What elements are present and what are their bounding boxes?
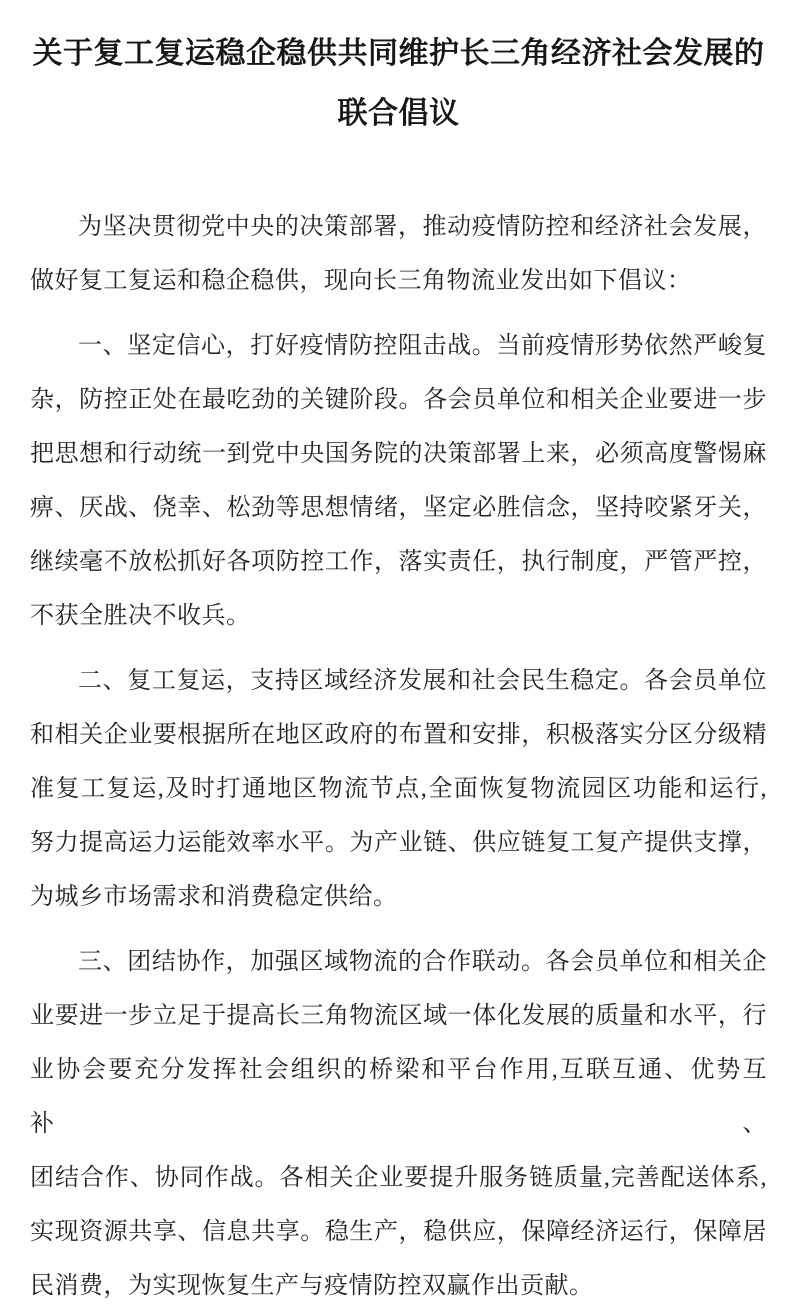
text-line: 业协会要充分发挥社会组织的桥梁和平台作用,互联互通、优势互补、 — [30, 1057, 767, 1137]
text-line: 把思想和行动统一到党中央国务院的决策部署上来，必须高度警惕麻 — [30, 441, 767, 467]
text-line: 准复工复运,及时打通地区物流节点,全面恢复物流园区功能和运行, — [30, 776, 767, 802]
text-line: 和相关企业要根据所在地区政府的布置和安排，积极落实分区分级精 — [30, 722, 767, 748]
text-line: 实现资源共享、信息共享。稳生产，稳供应，保障经济运行，保障居 — [30, 1219, 767, 1245]
document-body — [30, 200, 767, 1313]
text-line: 业要进一步立足于提高长三角物流区域一体化发展的质量和水平，行 — [30, 1003, 767, 1029]
document-title-line-2: 联合倡议 — [337, 97, 460, 130]
text-line: 努力提高运力运能效率水平。为产业链、供应链复工复产提供支撑， — [30, 830, 767, 856]
text-line: 为城乡市场需求和消费稳定供给。 — [30, 884, 398, 910]
text-line: 民消费，为实现恢复生产与疫情防控双赢作出贡献。 — [30, 1273, 594, 1299]
text-line: 痹、厌战、侥幸、松劲等思想情绪，坚定必胜信念，坚持咬紧牙关， — [30, 495, 767, 521]
document-title — [30, 24, 767, 144]
paragraph — [30, 200, 767, 308]
document-title-line-1: 关于复工复运稳企稳供共同维护长三角经济社会发展的 — [32, 37, 765, 70]
text-line: 一、坚定信心，打好疫情防控阻击战。当前疫情形势依然严峻复 — [78, 333, 767, 359]
paragraph — [30, 654, 767, 924]
text-line: 不获全胜决不收兵。 — [30, 603, 251, 629]
text-line: 二、复工复运，支持区域经济发展和社会民生稳定。各会员单位 — [78, 668, 767, 694]
text-line: 继续毫不放松抓好各项防控工作，落实责任，执行制度，严管严控， — [30, 549, 767, 575]
text-line: 为坚决贯彻党中央的决策部署，推动疫情防控和经济社会发展， — [78, 214, 767, 240]
text-line: 做好复工复运和稳企稳供，现向长三角物流业发出如下倡议： — [30, 268, 692, 294]
text-line: 杂，防控正处在最吃劲的关键阶段。各会员单位和相关企业要进一步 — [30, 387, 767, 413]
paragraph — [30, 935, 767, 1313]
paragraph — [30, 319, 767, 643]
text-line: 团结合作、协同作战。各相关企业要提升服务链质量,完善配送体系, — [30, 1165, 767, 1191]
text-line: 三、团结协作，加强区域物流的合作联动。各会员单位和相关企 — [78, 949, 767, 975]
